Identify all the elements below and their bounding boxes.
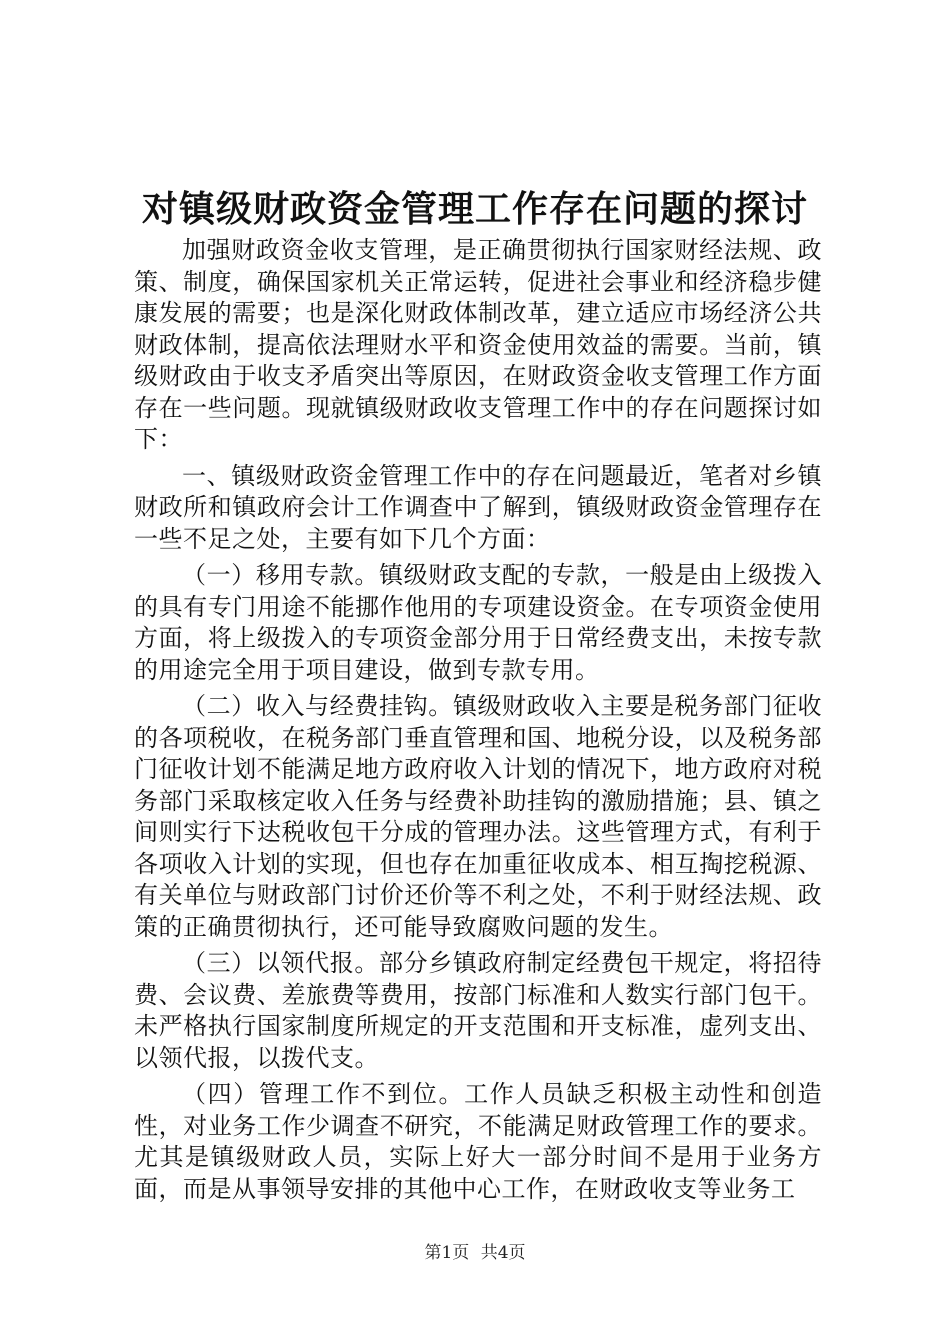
page-footer: [0, 1241, 950, 1265]
paragraph-intro: 加强财政资金收支管理，是正确贯彻执行国家财经法规、政策、制度，确保国家机关正常运转，促进社会事业和经济稳步健康发展的需要；也是深化财政体制改革，建立适应市场经济公共财政体制，提高依法理财水平和资金使用效益的需要。当前，镇级财政由于收支矛盾突出等原因，在财政资金收支管理工作方面存在一些问题。现就镇级财政收支管理工作中的存在问题探讨如下：: [134, 236, 822, 453]
document-body: [134, 235, 822, 1210]
paragraph-item-3: （三）以领代报。部分乡镇政府制定经费包干规定，将招待费、会议费、差旅费等费用，按部门标准和人数实行部门包干。未严格执行国家制度所规定的开支范围和开支标准，虚列支出、以领代报，以拨代支。: [134, 949, 822, 1072]
paragraph-item-4: （四）管理工作不到位。工作人员缺乏积极主动性和创造性，对业务工作少调查不研究，不能满足财政管理工作的要求。尤其是镇级财政人员，实际上好大一部分时间不是用于业务方面，而是从事领导安排的其他中心工作，在财政收支等业务工: [134, 1080, 822, 1203]
paragraph-item-2: （二）收入与经费挂钩。镇级财政收入主要是税务部门征收的各项税收，在税务部门垂直管理和国、地税分设，以及税务部门征收计划不能满足地方政府收入计划的情况下，地方政府对税务部门采取核定收入任务与经费补助挂钩的激励措施；县、镇之间则实行下达税收包干分成的管理办法。这些管理方式，有利于各项收入计划的实现，但也存在加重征收成本、相互掏挖税源、有关单位与财政部门讨价还价等不利之处，不利于财经法规、政策的正确贯彻执行，还可能导致腐败问题的发生。: [134, 692, 822, 941]
document-title: 对镇级财政资金管理工作存在问题的探讨: [141, 188, 808, 230]
paragraph-item-1: （一）移用专款。镇级财政支配的专款，一般是由上级拨入的具有专门用途不能挪作他用的专项建设资金。在专项资金使用方面，将上级拨入的专项资金部分用于日常经费支出，未按专款的用途完全用于项目建设，做到专款专用。: [134, 561, 822, 684]
page-number: 第1页: [424, 1243, 470, 1263]
paragraph-section-1: 一、镇级财政资金管理工作中的存在问题最近，笔者对乡镇财政所和镇政府会计工作调查中了解到，镇级财政资金管理存在一些不足之处，主要有如下几个方面：: [134, 461, 822, 553]
page-total: 共4页: [480, 1243, 526, 1263]
